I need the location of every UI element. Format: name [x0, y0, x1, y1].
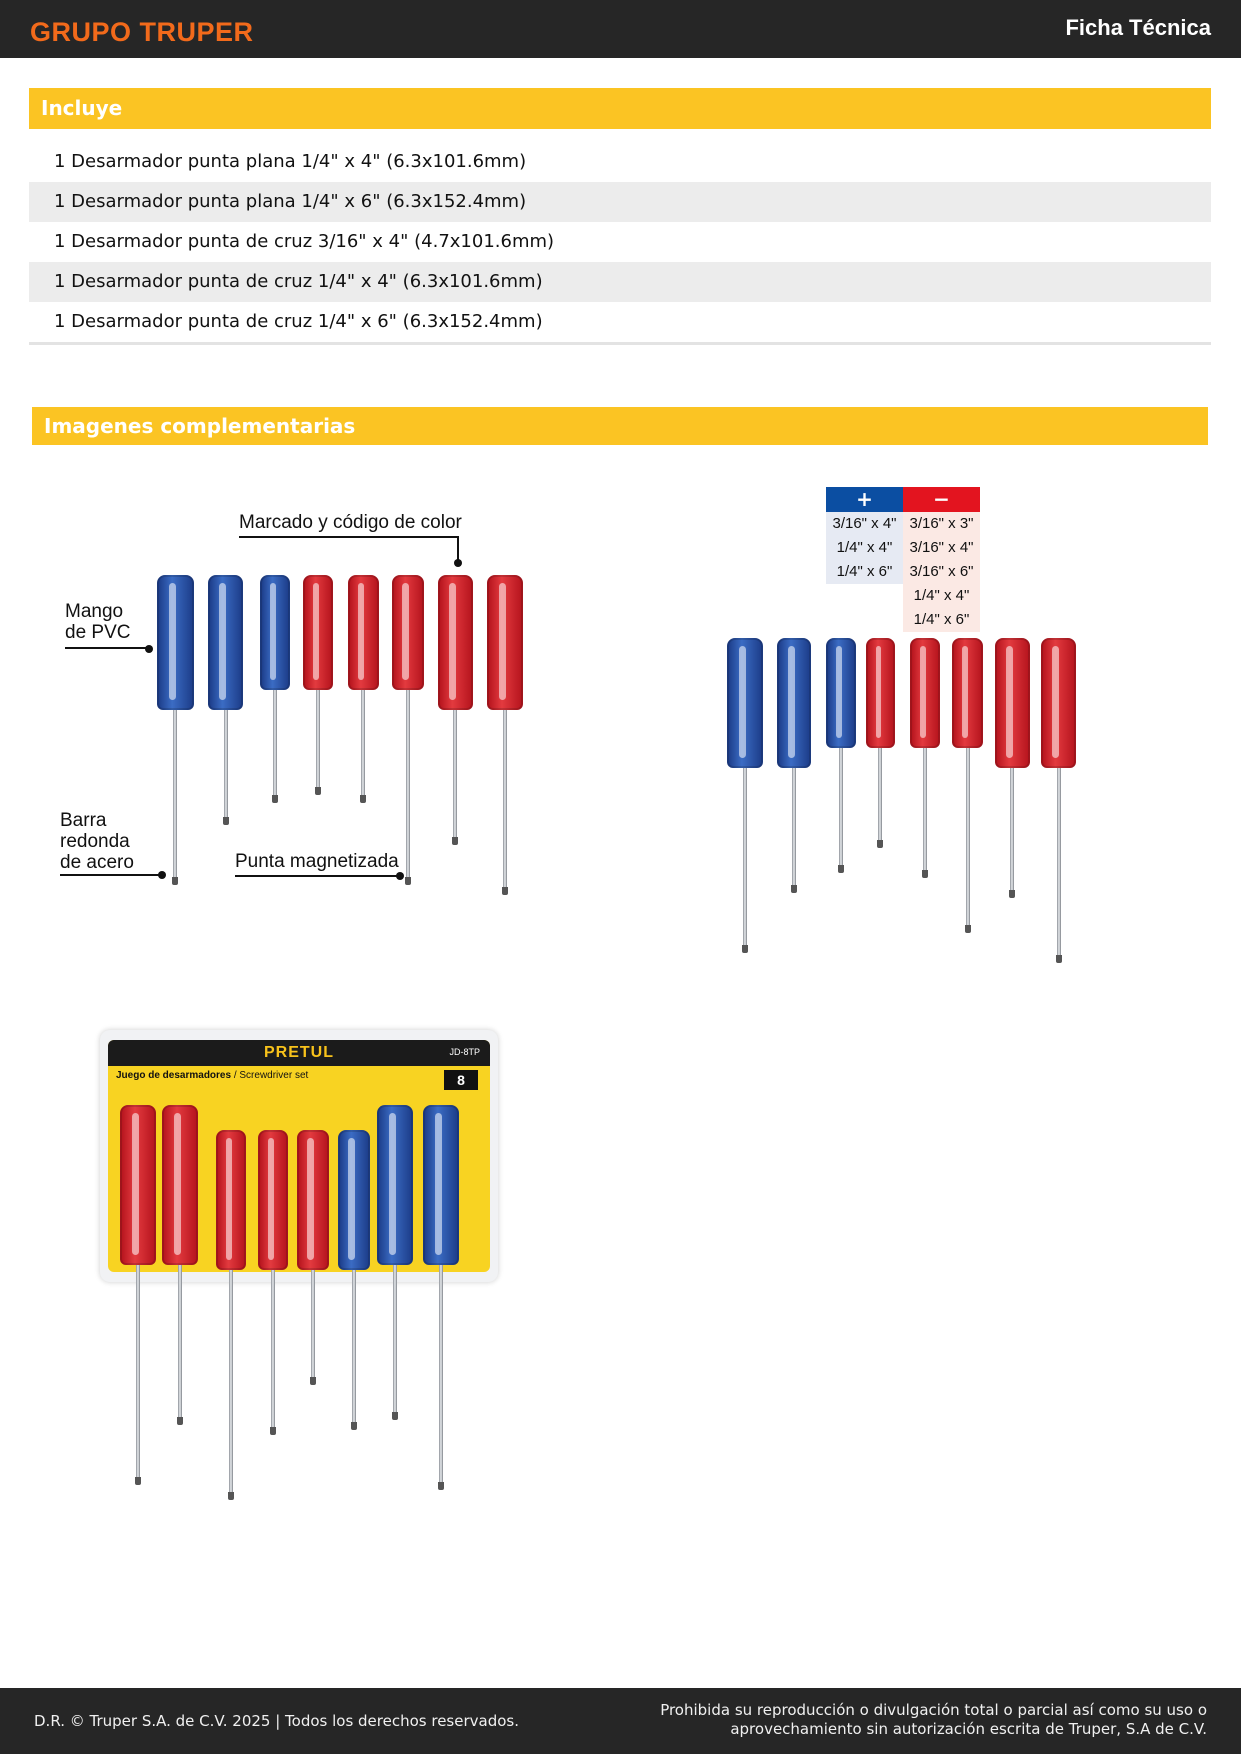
- callout-leader: [239, 536, 459, 538]
- list-item: 1 Desarmador punta de cruz 3/16" x 4" (4.7x101.6mm): [54, 231, 555, 252]
- header-bar: [0, 0, 1241, 58]
- copyright: D.R. © Truper S.A. de C.V. 2025 | Todos los derechos reservados.: [34, 1712, 519, 1730]
- list-item: 1 Desarmador punta plana 1/4" x 6" (6.3x152.4mm): [29, 182, 1211, 222]
- callout-dot: [145, 645, 153, 653]
- slotted-column: [903, 487, 980, 632]
- callout-leader: [235, 875, 400, 877]
- size-cell: 3/16" x 4": [832, 515, 897, 532]
- list-item: 1 Desarmador punta de cruz 1/4" x 4" (6.3x101.6mm): [29, 262, 1211, 302]
- list-item: 1 Desarmador punta de cruz 1/4" x 6" (6.3x152.4mm): [54, 311, 543, 332]
- brand-logo: GRUPO TRUPER: [30, 17, 254, 47]
- package-image: [100, 1030, 498, 1282]
- callout-handle: Mango de PVC: [65, 601, 131, 643]
- images-heading: Imagenes complementarias: [32, 407, 1208, 445]
- document-title: Ficha Técnica: [1065, 15, 1211, 40]
- package-brand: PRETUL: [264, 1044, 334, 1061]
- slotted-icon: −: [903, 487, 980, 512]
- package-count: 8: [444, 1070, 478, 1090]
- legal-line: Prohibida su reproducción o divulgación total o parcial así como su uso o: [660, 1701, 1207, 1719]
- package-title: Juego de desarmadores / Screwdriver set: [116, 1070, 309, 1081]
- size-cell: 1/4" x 6": [913, 611, 970, 628]
- size-cell: 1/4" x 6": [836, 563, 893, 580]
- legal-line: aprovechamiento sin autorización escrita de Truper, S.A de C.V.: [730, 1720, 1207, 1738]
- callout-dot: [396, 872, 404, 880]
- size-cell: 3/16" x 3": [909, 515, 974, 532]
- size-cell: 1/4" x 4": [913, 587, 970, 604]
- callout-dot: [454, 559, 462, 567]
- list-item: 1 Desarmador punta plana 1/4" x 4" (6.3x101.6mm): [54, 151, 527, 172]
- callout-bar: Barra redonda de acero: [60, 810, 134, 873]
- package-code: JD-8TP: [449, 1047, 480, 1057]
- includes-list: [29, 142, 1211, 345]
- footer: [0, 1688, 1241, 1754]
- callout-leader: [60, 874, 162, 876]
- phillips-icon: +: [826, 487, 903, 512]
- legal-notice: [660, 1701, 1207, 1739]
- includes-heading: Incluye: [29, 88, 1211, 129]
- callout-dot: [158, 871, 166, 879]
- phillips-column: [826, 487, 903, 584]
- callout-leader: [65, 647, 147, 649]
- size-cell: 3/16" x 6": [909, 563, 974, 580]
- callout-tip: Punta magnetizada: [235, 851, 399, 872]
- package-header: [108, 1040, 490, 1066]
- callout-marking: Marcado y código de color: [239, 512, 462, 533]
- size-cell: 3/16" x 4": [909, 539, 974, 556]
- size-cell: 1/4" x 4": [836, 539, 893, 556]
